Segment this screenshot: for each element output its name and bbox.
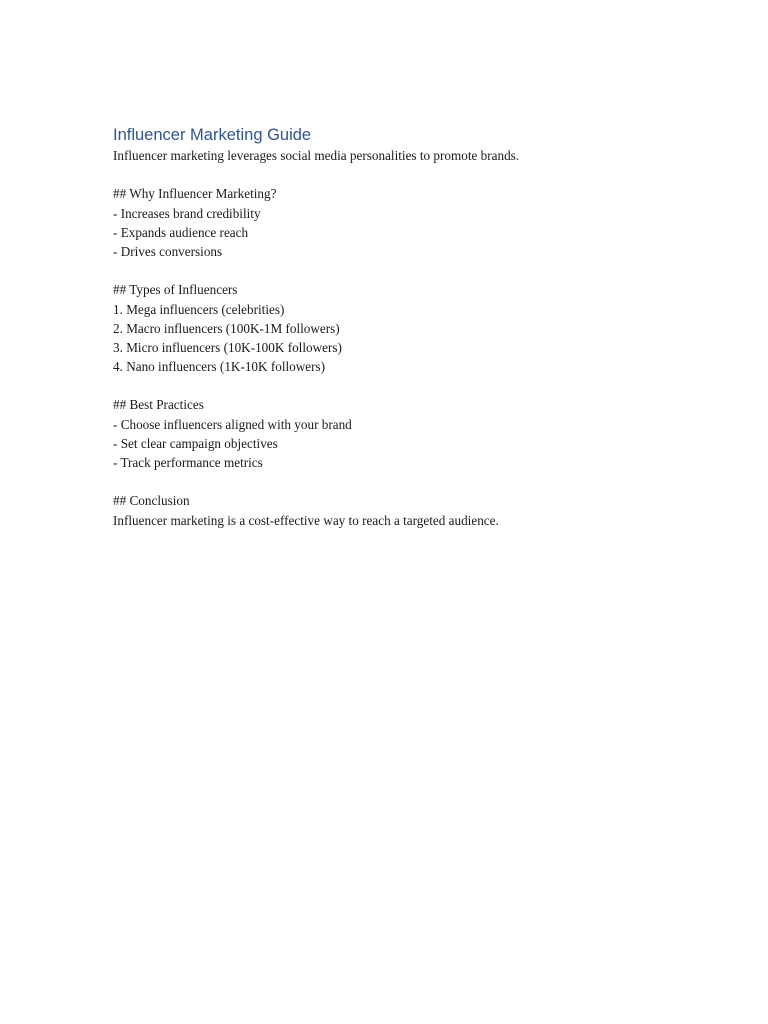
list-item: 1. Mega influencers (celebrities) — [113, 301, 285, 317]
conclusion-paragraph: Influencer marketing is a cost-effective way to reach a targeted audience. — [113, 512, 499, 528]
list-item: 3. Micro influencers (10K-100K followers) — [113, 339, 342, 355]
section-heading-best-practices: ## Best Practices — [113, 397, 204, 413]
list-item: - Choose influencers aligned with your brand — [113, 416, 352, 432]
section-heading-conclusion: ## Conclusion — [113, 493, 190, 509]
list-item: - Track performance metrics — [113, 455, 263, 470]
section-heading-types: ## Types of Influencers — [113, 282, 238, 298]
document-lines — [113, 146, 713, 530]
section-heading-why: ## Why Influencer Marketing? — [113, 186, 277, 202]
list-item: 2. Macro influencers (100K-1M followers) — [113, 320, 340, 336]
document-body — [113, 124, 713, 530]
blank-line — [113, 165, 713, 184]
document-title: Influencer Marketing Guide — [113, 126, 312, 144]
blank-line — [113, 376, 713, 395]
intro-paragraph: Influencer marketing leverages social media personalities to promote brands. — [113, 148, 520, 163]
list-item: - Increases brand credibility — [113, 205, 261, 221]
blank-line — [113, 472, 713, 491]
list-item: - Drives conversions — [113, 243, 223, 259]
list-item: 4. Nano influencers (1K-10K followers) — [113, 359, 326, 375]
blank-line — [113, 261, 713, 280]
list-item: - Set clear campaign objectives — [113, 435, 278, 451]
list-item: - Expands audience reach — [113, 224, 249, 240]
